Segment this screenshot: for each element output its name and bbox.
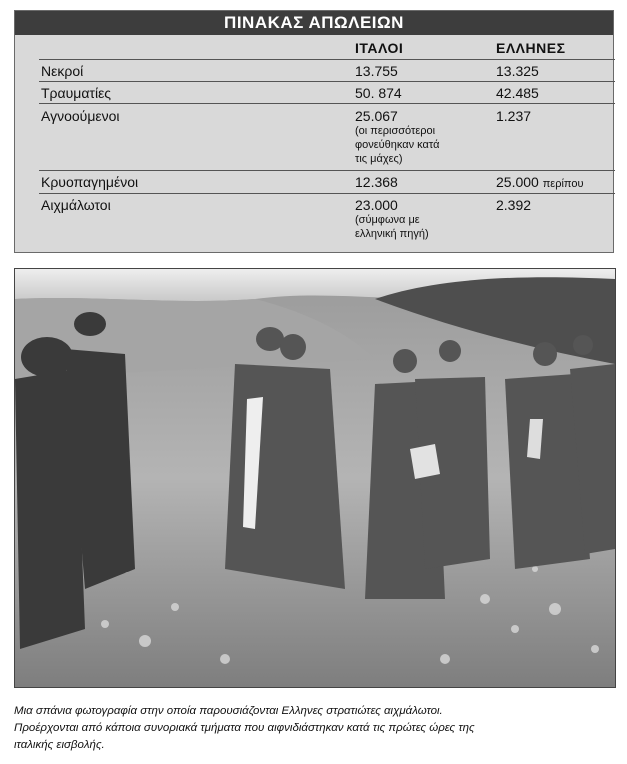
table-divider — [39, 59, 615, 60]
table-divider — [39, 81, 615, 82]
prisoners-italians: 23.000 — [355, 197, 398, 213]
missing-greeks: 1.237 — [496, 108, 532, 124]
frostbitten-italians: 12.368 — [355, 174, 398, 190]
photograph-greek-prisoners — [14, 268, 616, 688]
table-title: ΠΙΝΑΚΑΣ ΑΠΩΛΕΙΩΝ — [15, 11, 613, 35]
caption-line: Προέρχονται από κάποια συνοριακά τμήματα που αιφνιδιάστηκαν κατά τις πρώτες ώρες της — [14, 722, 475, 734]
frostbitten-greeks-value: 25.000 — [496, 174, 539, 190]
casualties-table — [14, 10, 614, 253]
frostbitten-greeks-suffix: περίπου — [542, 178, 584, 190]
table-divider — [39, 103, 615, 104]
missing-italians-note — [355, 124, 439, 166]
caption-line: Μια σπάνια φωτογραφία στην οποία παρουσιάζονται Ελληνες στρατιώτες αιχμάλωτοι. — [14, 705, 443, 717]
dead-greeks: 13.325 — [496, 63, 539, 79]
column-header-greeks: ΕΛΛΗΝΕΣ — [496, 40, 566, 56]
row-label-frostbitten: Κρυοπαγημένοι — [41, 174, 139, 190]
frostbitten-greeks — [496, 174, 583, 190]
prisoners-italians-note — [355, 213, 429, 241]
wounded-italians: 50. 874 — [355, 85, 402, 101]
row-label-wounded: Τραυματίες — [41, 85, 112, 101]
missing-italians: 25.067 — [355, 108, 398, 124]
photo-caption — [14, 703, 616, 754]
column-header-italians: ΙΤΑΛΟΙ — [355, 40, 404, 56]
dead-italians: 13.755 — [355, 63, 398, 79]
row-label-prisoners: Αιχμάλωτοι — [41, 197, 111, 213]
table-divider — [39, 193, 615, 194]
note-line: φονεύθηκαν κατά — [355, 139, 440, 151]
row-label-dead: Νεκροί — [41, 63, 84, 79]
note-line: τις μάχες) — [355, 153, 403, 165]
note-line: (σύμφωνα με — [355, 214, 420, 226]
table-divider — [39, 170, 615, 171]
wounded-greeks: 42.485 — [496, 85, 539, 101]
note-line: ελληνική πηγή) — [355, 228, 429, 240]
row-label-missing: Αγνοούμενοι — [41, 108, 120, 124]
photo-illustration — [15, 269, 615, 687]
caption-line: ιταλικής εισβολής. — [14, 739, 105, 751]
prisoners-greeks: 2.392 — [496, 197, 532, 213]
note-line: (οι περισσότεροι — [355, 125, 436, 137]
